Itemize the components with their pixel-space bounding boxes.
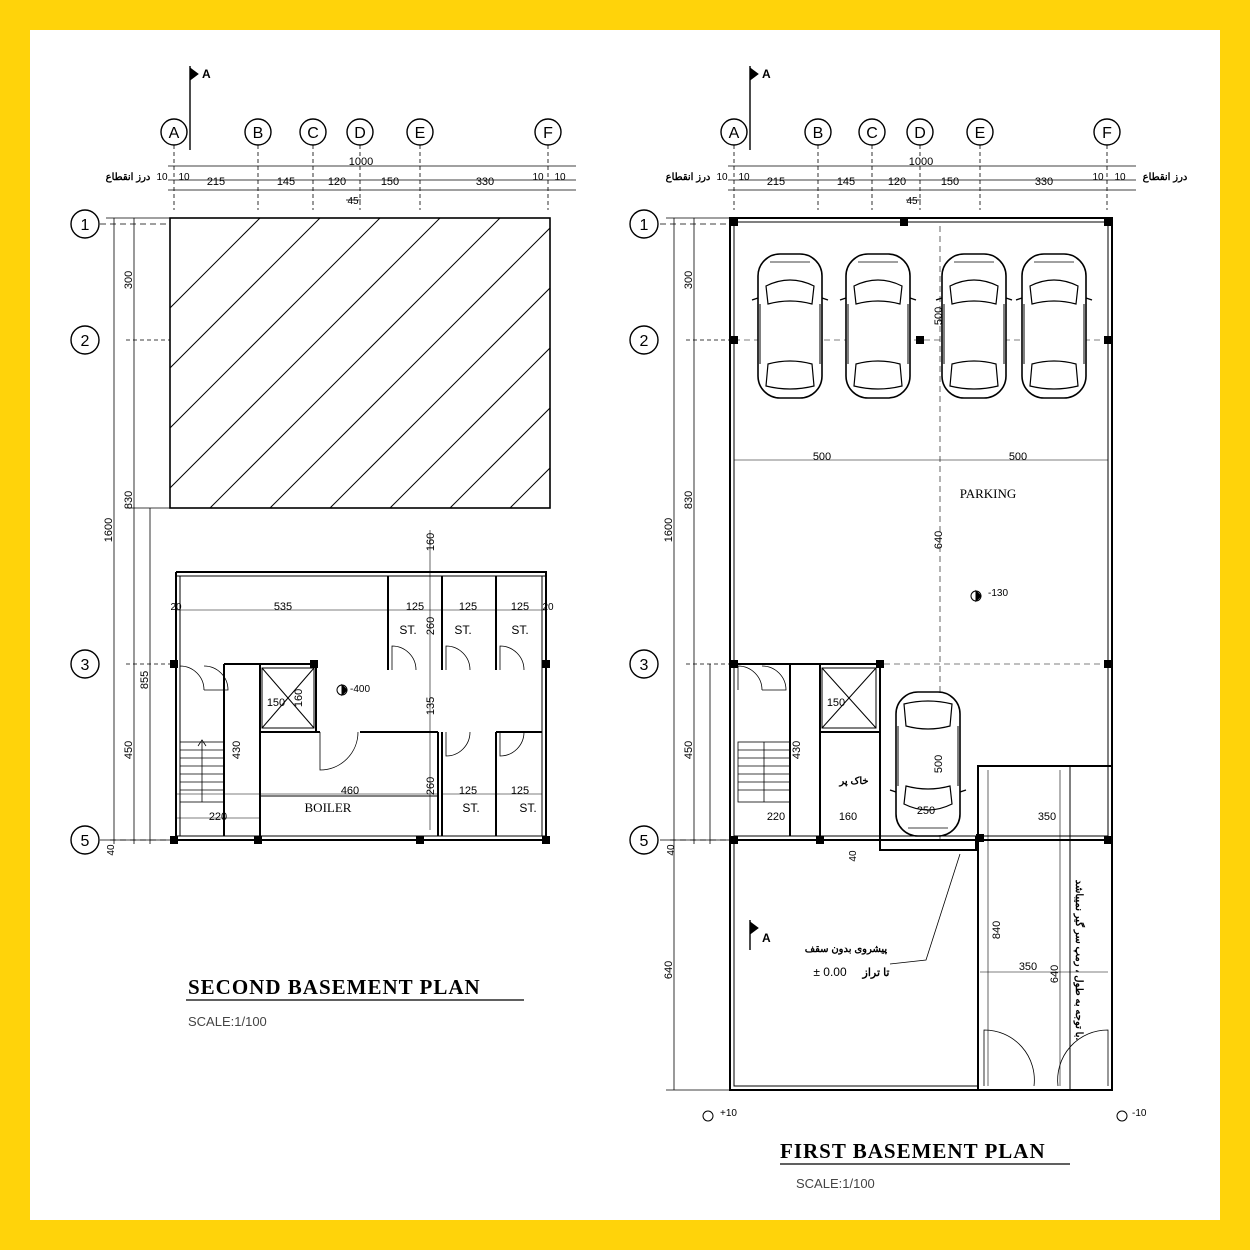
car-icon <box>752 254 828 398</box>
dim-45: 45 <box>906 196 918 207</box>
level-marker-icon <box>337 685 347 695</box>
dim-125: 125 <box>458 601 478 613</box>
first-basement-title: FIRST BASEMENT PLAN <box>780 1139 1046 1163</box>
dim-460: 460 <box>340 785 360 797</box>
dim-40: 40 <box>106 844 117 856</box>
dim-450: 450 <box>683 740 695 760</box>
entrance-note: پیشروی بدون سقف <box>804 944 888 955</box>
dim-125: 125 <box>510 601 530 613</box>
dim-330: 330 <box>475 176 495 188</box>
grid-label-3: 3 <box>80 657 90 674</box>
dim-145: 145 <box>836 176 856 188</box>
dim-830: 830 <box>683 490 695 510</box>
dim-150: 150 <box>380 176 400 188</box>
dim-10: 10 <box>1092 172 1104 183</box>
room-soil: خاک پر <box>839 776 869 787</box>
hatch-area <box>170 218 860 528</box>
dim-160: 160 <box>425 532 437 552</box>
staircase <box>180 740 224 802</box>
dim-150: 150 <box>940 176 960 188</box>
first-basement-plan <box>630 66 1136 1164</box>
grid-label-f: F <box>1102 125 1112 142</box>
section-label: A <box>762 67 771 81</box>
dim-430: 430 <box>231 740 243 760</box>
dim-220: 220 <box>766 811 786 823</box>
dim-10: 10 <box>178 172 190 183</box>
dim-330: 330 <box>1034 176 1054 188</box>
room-store: ST. <box>399 623 417 637</box>
dim-450: 450 <box>123 740 135 760</box>
grid-label-c: C <box>307 125 319 142</box>
second-basement-title: SECOND BASEMENT PLAN <box>188 975 481 999</box>
dim-125: 125 <box>405 601 425 613</box>
dim-350: 350 <box>1037 811 1057 823</box>
dim-10: 10 <box>716 172 728 183</box>
joint-label: درز انقطاع <box>665 172 711 183</box>
architectural-drawing <box>30 30 1220 1220</box>
grid-label-2: 2 <box>80 333 90 350</box>
dim-215: 215 <box>206 176 226 188</box>
dim-125: 125 <box>510 785 530 797</box>
room-store: ST. <box>454 623 472 637</box>
grid-label-b: B <box>252 125 264 142</box>
staircase <box>738 742 790 802</box>
dim-500: 500 <box>1008 451 1028 463</box>
section-marker-icon <box>750 920 758 950</box>
dim-855: 855 <box>139 670 151 690</box>
second-basement-scale: SCALE:1/100 <box>188 1014 267 1029</box>
dim-250: 250 <box>916 805 936 817</box>
grid-rows <box>630 210 658 854</box>
dim-500: 500 <box>933 306 945 326</box>
section-label: A <box>762 931 771 945</box>
room-store: ST. <box>511 623 529 637</box>
car-icon <box>936 254 1012 398</box>
room-store: ST. <box>519 801 537 815</box>
dim-120: 120 <box>887 176 907 188</box>
dim-150: 150 <box>826 697 846 709</box>
elevation-label: تا تراز <box>862 967 890 979</box>
dim-260: 260 <box>425 776 437 796</box>
dim-500: 500 <box>812 451 832 463</box>
grid-label-c: C <box>866 125 878 142</box>
dim-40: 40 <box>666 844 677 856</box>
grid-label-1: 1 <box>639 217 649 234</box>
dim-overall: 1000 <box>908 156 934 168</box>
grid-label-5: 5 <box>80 833 90 850</box>
dim-220: 220 <box>208 811 228 823</box>
car-icon <box>1016 254 1092 398</box>
section-marker-icon <box>750 66 758 150</box>
dim-350: 350 <box>1018 961 1038 973</box>
dim-500: 500 <box>933 754 945 774</box>
elevation-value: ± 0.00 <box>813 965 847 979</box>
dim-160: 160 <box>838 811 858 823</box>
grid-rows <box>71 210 99 854</box>
dim-45: 45 <box>347 196 359 207</box>
section-marker-icon <box>190 66 198 150</box>
grid-label-f: F <box>543 125 553 142</box>
dim-10: 10 <box>156 172 168 183</box>
grid-label-a: A <box>168 125 180 142</box>
section-label: A <box>202 67 211 81</box>
dim-640: 640 <box>1049 964 1061 984</box>
dim-840: 840 <box>991 920 1003 940</box>
dim-640: 640 <box>933 530 945 550</box>
dim-10: 10 <box>738 172 750 183</box>
grid-label-5: 5 <box>639 833 649 850</box>
level-value: -130 <box>988 588 1009 599</box>
site-level: +10 <box>720 1108 737 1119</box>
drawing-sheet <box>30 30 1220 1220</box>
grid-label-d: D <box>354 125 366 142</box>
dim-125: 125 <box>458 785 478 797</box>
grid-label-3: 3 <box>639 657 649 674</box>
dim-260: 260 <box>425 616 437 636</box>
dim-10: 10 <box>532 172 544 183</box>
room-store: ST. <box>462 801 480 815</box>
grid-label-e: E <box>414 125 426 142</box>
ramp-note: با توجه به طول ، رمپ سر گیر نمیباشد. <box>1073 879 1084 1041</box>
dim-215: 215 <box>766 176 786 188</box>
first-basement-scale: SCALE:1/100 <box>796 1176 875 1191</box>
level-value: -400 <box>350 684 371 695</box>
dim-535: 535 <box>273 601 293 613</box>
dim-640: 640 <box>663 960 675 980</box>
dim-20: 20 <box>542 602 554 613</box>
grid-label-e: E <box>974 125 986 142</box>
dim-1600: 1600 <box>663 517 675 543</box>
site-level: -10 <box>1132 1108 1147 1119</box>
grid-label-b: B <box>812 125 824 142</box>
room-boiler: BOILER <box>304 800 352 815</box>
dim-160: 160 <box>293 688 305 708</box>
grid-label-1: 1 <box>80 217 90 234</box>
dim-135: 135 <box>425 696 437 716</box>
car-icon <box>840 254 916 398</box>
dim-150: 150 <box>266 697 286 709</box>
room-parking: PARKING <box>959 486 1017 501</box>
dim-300: 300 <box>683 270 695 290</box>
grid-label-a: A <box>728 125 740 142</box>
dim-430: 430 <box>791 740 803 760</box>
dim-overall: 1000 <box>348 156 374 168</box>
dim-830: 830 <box>123 490 135 510</box>
grid-label-d: D <box>914 125 926 142</box>
dim-10: 10 <box>554 172 566 183</box>
joint-label: درز انقطاع <box>105 172 151 183</box>
dim-10: 10 <box>1114 172 1126 183</box>
dim-20: 20 <box>170 602 182 613</box>
dim-120: 120 <box>327 176 347 188</box>
grid-label-2: 2 <box>639 333 649 350</box>
dim-300: 300 <box>123 270 135 290</box>
dim-40: 40 <box>848 850 859 862</box>
dim-145: 145 <box>276 176 296 188</box>
level-marker-icon <box>703 591 1127 1121</box>
dim-1600: 1600 <box>103 517 115 543</box>
joint-label: درز انقطاع <box>1142 172 1188 183</box>
